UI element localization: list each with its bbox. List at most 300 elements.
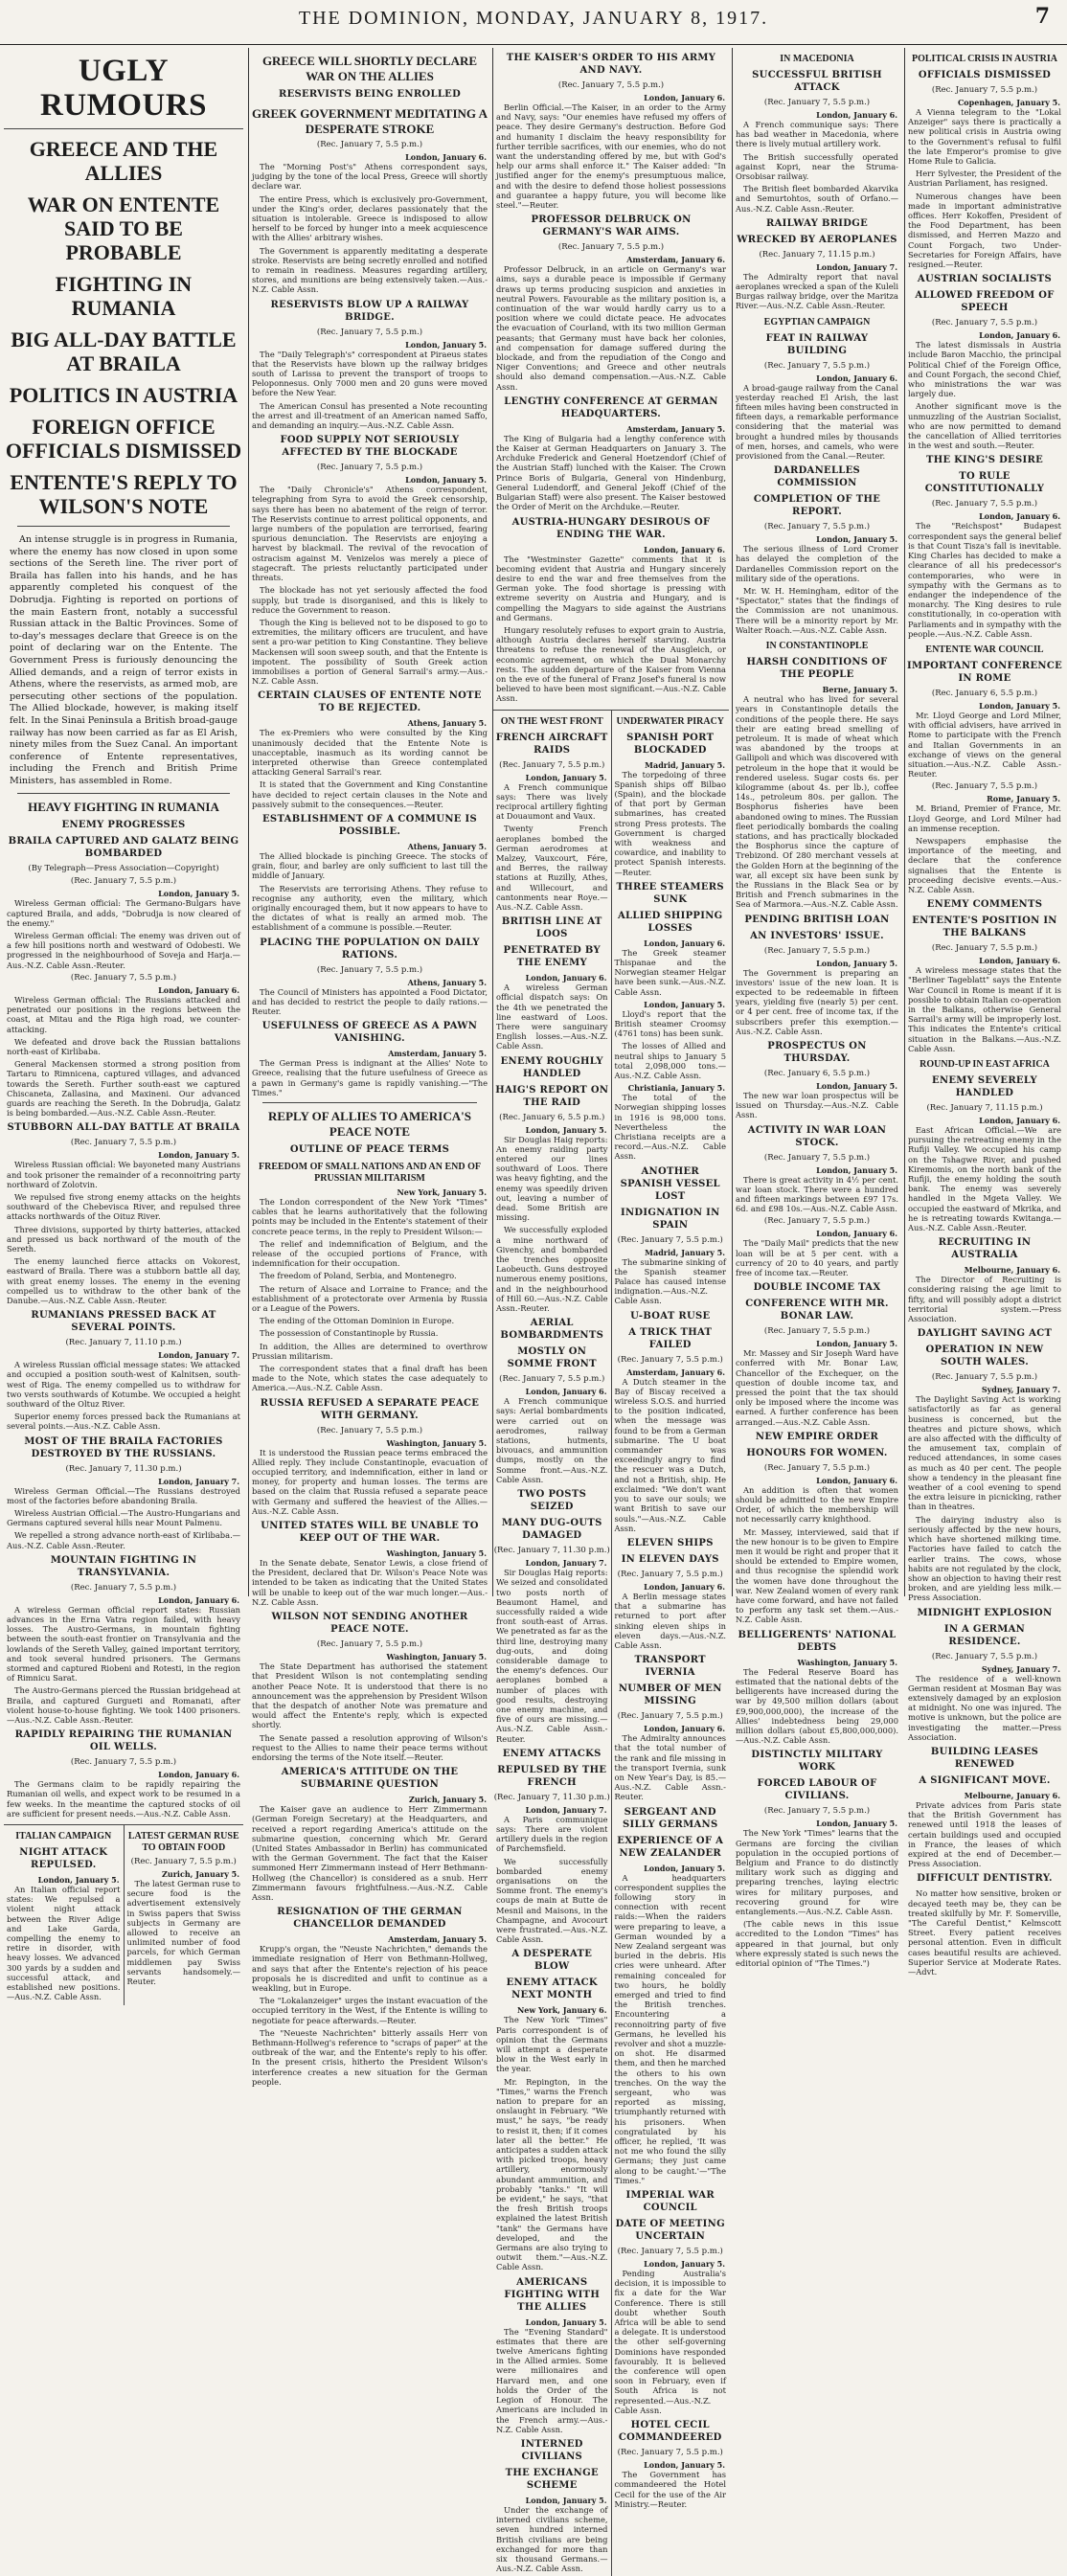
article-paragraph: Wireless Russian official: We bayoneted many Austrians and took prisoner the remainder of a reconnoitring party northward of Zolotvin. [7,1160,240,1189]
masthead-title: THE DOMINION, MONDAY, JANUARY 8, 1917. [298,8,769,29]
article-paragraph: The "Morning Post's" Athens correspondent says, judging by the tone of the local Press, Greece will shortly declare war. [252,162,488,192]
subheading: OUTLINE OF PEACE TERMS [289,1144,450,1155]
masthead [0,0,1067,45]
heading-macedonia: IN MACEDONIA [780,54,854,64]
received-line: (Rec. January 7, 5.5 p.m.) [763,522,871,532]
subheading: AMERICA'S ATTITUDE ON THE SUBMARINE QUESTION [281,1767,459,1791]
lead-summary: An intense struggle is in progress in Rumania, where the enemy has now closed in upon some sections of the Sereth line. The river port of Braila has fallen into his hands, and he has apparently completed his conquest of the Dobrudja. Fighting is reported on portions of the main Eastern front, notably a successful Russian attack in the Baltic Provinces. Some of to-day's messages declare that Greece is on the point of declaring war on the Entente. The Government Press is furiously denouncing the Allied demands, and a reign of terror exists in Athens, where the reservists, as armed mob, are persecuting other sections of the population. The Allied blockade, however, is making itself felt. In the Sinai Peninsula a British broad-gauge railway has now been carried as far as El Arish, ninety miles from the Suez Canal. An important conference of Entente representatives, including the French and British Prime Ministers, has assembled in Rome. [10,534,238,786]
article-paragraph: Lloyd's report that the British steamer Croomsy (4761 tons) has been sunk. [614,1008,726,1039]
subheading: INDIGNATION IN SPAIN [620,1207,720,1231]
subheading: NEW EMPIRE ORDER [755,1431,879,1442]
dateline: Rome, January 5. [987,794,1060,804]
dateline: Berne, January 5. [822,685,897,695]
subheading: IN A GERMAN RESIDENCE. [943,1623,1026,1647]
article-paragraph: The total of the Norwegian shipping losses in 1916 is 98,000 tons. Nevertheless the Christiana receipts are a record.—Aus.-N.Z. Cable Assn. [614,1093,726,1162]
article-paragraph: Numerous changes have been made in important administrative offices. Herr Kokoffen, President of the Food Department, has been dismissed, and Herren Mazzo and Count Forgach, two Under-Secretaries for Foreign Affairs, have resigned.—Reuter. [908,191,1061,270]
article-paragraph: It is understood the Russian peace terms embraced the Allied reply. They include Constantinople, evacuation of occupied territory, and indemnification, either in land or money, for property and human losses. The terms are based on the claim that Russia refused a separate peace with Germany and suffered the heaviest of the Allies.—Aus.-N.Z. Cable Assn. [252,1447,488,1516]
article-paragraph: Under the exchange of interned civilians scheme, seven hundred interned British civilians are being exchanged for more than six thousand Germans.—Aus.-N.Z. Cable Assn. [496,2504,608,2574]
article-paragraph: The London correspondent of the New York "Times" cables that he learns authoritatively that the following points may be included in the Entente's statement of their concrete peace terms, in the reply to President Wilson:— [252,1197,488,1236]
headline-fighting-rumania: FIGHTING IN RUMANIA [55,272,193,320]
article-paragraph: The Admiralty report that naval aeroplanes wrecked a span of the Kuleli Burgas railway bridge, over the Maritza River.—Aus.-N.Z. Cable Assn.-Reuter. [736,271,898,311]
west-front-section [493,711,611,2576]
subheading: UNITED STATES WILL BE UNABLE TO KEEP OUT OF THE WAR. [261,1521,479,1545]
subheading: OPERATION IN NEW SOUTH WALES. [925,1344,1044,1368]
subheading: COMPLETION OF THE REPORT. [753,494,881,518]
article-paragraph: The Daylight Saving Act is working satisfactorily as far as general business is concerned, but the theatres and picture shows, which are also affected with the difficulty of the amusement tax, complain of reduced attendances, in some cases as much as 40 per cent. The people show a tendency in the pleasant fine weather of a cool evening to spend the extra leisure in picnicking, rather than in theatres. [908,1394,1061,1512]
received-line: (Rec. January 7, 5.5 p.m.) [617,1569,723,1579]
article-paragraph: The Austro-Germans pierced the Russian bridgehead at Braila, and captured Gurgueti and Romanati, after violent house-to-house fighting. We took 1400 prisoners.—Aus.-N.Z. Cable Assn.-Reuter. [7,1685,240,1726]
subheading: IMPERIAL WAR COUNCIL [625,2190,715,2214]
article-paragraph: A Dutch steamer in the Bay of Biscay received a wireless S.O.S. and hurried to the position indicated, when the message was found to be from a German submarine. The U boat commander was exceedingly angry to find the rescuer was a Dutch, and not a British, ship. He exclaimed: "We don't want you to save our souls; we want British to save our souls."—Aus.-N.Z. Cable Assn. [614,1376,726,1533]
received-line: (Rec. January 7, 5.5 p.m.) [763,1806,871,1817]
article-paragraph: Mr. W. H. Hemingham, editor of the "Spectator," states that the findings of the Commission are not unanimous. There will be a minority report by Mr. Walter Roach.—Aus.-N.Z. Cable Assn. [736,586,898,635]
article-paragraph: A wireless message states that the "Berliner Tageblatt" says the Entente War Council in Rome is meant if it is possible to obtain Italian co-operation in the Balkans, otherwise General Sarrail's army will be improperly lost. This indicates the Entente's critical situation in the Balkans.—Aus.-N.Z. Cable Assn. [908,965,1061,1053]
dateline: Zurich, January 5. [162,1869,239,1880]
article-paragraph: The ex-Premiers who were consulted by the King unanimously decided that the Entente Note is unacceptable, inasmuch as its wording cannot be interpreted otherwise than Greece contemplated attacking General Sarrail's rear. [252,728,488,778]
article-paragraph: The British successfully operated against Kopri, near the Struma-Orsobisar railway. [736,151,898,182]
heading-constantinople: IN CONSTANTINOPLE [765,641,869,652]
dateline: Melbourne, January 6. [964,1265,1060,1276]
received-line: (Rec. January 7, 5.5 p.m.) [931,943,1038,954]
article-paragraph: A French communique says: There has bad weather in Macedonia, where there is lively mutual artillery work. [736,120,898,149]
article-paragraph: Three divisions, supported by thirty batteries, attacked and pressed us back northward of the mouth of the Sereth. [7,1224,240,1254]
article-paragraph: M. Briand, Premier of France, Mr. Lloyd George, and Lord Milner had an immense reception. [908,803,1061,833]
dateline: Madrid, January 5. [645,1247,725,1257]
heading-heavy-fighting: HEAVY FIGHTING IN RUMANIA [28,800,219,815]
article-paragraph: The German Press is indignant at the Allies' Note to Greece, realising that the future usefulness of Greece as a pawn in Germany's game is rapidly vanishing.—"The Times." [252,1058,488,1097]
subheading: BELLIGERENTS' NATIONAL DEBTS [738,1629,897,1653]
article-paragraph: A headquarters correspondent supplies the following story in connection with recent raids:—When the raiders were preparing to leave, a German wounded by a New Zealand sergeant was buried in the debris. His cries were unheard. After remaining concealed for two hours, he boldly emerged and tried to find the British trenches. Encountering a reconnoitring party of five Germans, he levelled his revolver and shot a muzzle-on shot. He disarmed them, and then he marched the others to his own trenches. On the way the sergeant, who was reported as missing, triumphantly returned with his prisoners. When congratulated by his officer, he replied, 'It was not me who found the silly Germans; they just came along to be caught.'—"The Times." [614,1872,726,2185]
dateline: Amsterdam, January 5. [388,1934,487,1945]
article-paragraph: The "Daily Mail" predicts that the new loan will be at 5 per cent. with a currency of 20 to 40 years, and partly free of income tax.—Reuter. [736,1238,898,1278]
received-line: (Rec. January 7, 5.5 p.m.) [316,964,423,975]
dateline: London, January 5. [816,1164,897,1175]
subheading: FEAT IN RAILWAY BUILDING [765,332,869,356]
subheading: DAYLIGHT SAVING ACT [917,1328,1053,1340]
received-line: (Rec. January 7, 5.5 p.m.) [763,945,871,956]
subheading: AMERICANS FIGHTING WITH THE ALLIES [504,2276,601,2313]
subheading: RAPIDLY REPAIRING THE RUMANIAN OIL WELLS. [14,1729,233,1753]
dateline: London, January 5. [816,958,897,968]
dateline: Sydney, January 7. [981,1385,1060,1395]
dateline: New York, January 6. [516,2005,607,2016]
subheading: PENETRATED BY THE ENEMY [503,945,601,969]
article-paragraph: A wireless German official report states: Russian advances in the Erna Vatra region failed, with heavy losses. The Austro-Germans, in mountain fighting between the south-east frontier on Transylvania and the lowlands of the Sereth Valley, gained important territory, and took several hundred prisoners. The Germans stormed and captured Riobeni and Rotesti, in the region of Rimnicu Sarat. [7,1604,240,1683]
subheading: HOTEL CECIL COMMANDEERED [618,2420,722,2444]
article-paragraph: The "Evening Standard" estimates that there are twelve Americans fighting in the Allied armies. Some were millionaires and Harvard men, and one holds the Order of the Legion of Honour. The Americans are included in the French army.—Aus.-N.Z. Cable Assn. [496,2326,608,2434]
article-paragraph: The latest German ruse to secure food is the advertisement extensively in Swiss papers that Swiss subjects in Germany are allowed to receive an unlimited number of food parcels, for which German middlemen pay Swiss servants handsomely.—Reuter. [126,1879,240,1987]
dateline: London, January 6. [158,984,239,995]
subheading: SPANISH PORT BLOCKADED [626,732,715,756]
article-paragraph: A broad-gauge railway from the Canal yesterday reached El Arish, the last fifteen miles having been constructed in fifteen days, a remarkable performance considering that the material was brought a hundred miles by thousands of men, horses, and camels, who were provisioned from the Canal.—Reuter. [736,382,898,462]
article-paragraph: Wireless Austrian Official.—The Austro-Hungarians and Germans captured several hills near Mount Palmenu. [7,1508,240,1528]
dateline: Athens, January 5. [407,977,487,987]
dateline: London, January 7. [525,1558,607,1569]
article-paragraph: Krupp's organ, the "Neuste Nachrichten," demands the immediate resignation of Herr von Bethmann-Hollweg, and says that after the Entente's rejection of his peace proposals he is discredited and unfit to continue as a weakling, but in Europe. [252,1944,488,1993]
dateline: Amsterdam, January 5. [388,1049,487,1059]
subheading: OFFICIALS DISMISSED [918,70,1052,80]
subheading: ACTIVITY IN WAR LOAN STOCK. [747,1124,887,1148]
article-paragraph: The Government has commandeered the Hotel Cecil for the use of the Air Ministry.—Reuter. [614,2470,726,2509]
subheading: INTERNED CIVILIANS [520,2438,583,2462]
dateline: London, January 6. [644,1581,725,1592]
subheading: ENEMY PROGRESSES [61,820,186,831]
headline-war-entente: WAR ON ENTENTE SAID TO BE PROBABLE [27,192,220,264]
subheading: PROSPECTUS ON THURSDAY. [767,1040,867,1064]
article-paragraph: The Germans claim to be rapidly repairing the Rumanian oil wells, and expect work to be resumed in a few weeks. In the meantime the captured stocks of oil are sufficient for present needs.—Aus.-N.Z. Cable Assn. [7,1779,240,1819]
subheading: THE KING'S DESIRE [925,455,1044,466]
subheading: RUMANIANS PRESSED BACK AT SEVERAL POINTS. [31,1310,216,1334]
article-paragraph: Though the King is believed not to be disposed to go to extremities, the military officers are truculent, and have sent a pro-war petition to King Constantine. They believe Mackensen will soon sweep south, and that the Entente is impotent. The possibility of South Greek action immobilises a portion of General Sarrail's army.—Aus.-N.Z. Cable Assn. [252,617,488,687]
subheading: U-BOAT RUSE [630,1310,711,1322]
article-paragraph: Mr. Massey and Sir Joseph Ward have conferred with Mr. Bonar Law, Chancellor of the Exchequer, on the question of double income tax, and pressed the point that the tax should only be imposed where the income was earned. A further conference has been arranged.—Aus.-N.Z. Cable Assn. [736,1348,898,1427]
dateline: London, January 6. [644,1724,725,1734]
dateline: London, January 6. [525,1387,607,1397]
article-paragraph: A wireless German official dispatch says: On the 4th we penetrated the line eastward of Loos. There were sanguinary English losses.—Aus.-N.Z. Cable Assn. [496,983,608,1051]
subheading: DIFFICULT DENTISTRY. [917,1873,1053,1885]
dateline: Athens, January 5. [407,718,487,729]
article-paragraph: Berlin Official.—The Kaiser, in an order to the Army and Navy, says: "Our enemies have refused my offers of peace. They desire Germany's destruction. Before God and humanity I disclaim the heavy responsibility for further terrible sacrifices, with our enemies, who do not want the understanding offered by me, but with God's help our arms shall enforce it." The Kaiser added: "In justified anger for the enemy's presumptuous malice, and with the desire to defend those holiest possessions and guarantee a happy future, you will become like steel."—Reuter. [496,102,726,211]
received-line: (Rec. January 7, 11.15 p.m.) [759,249,875,260]
headline-politics-austria: POLITICS IN AUSTRIA [9,383,238,407]
article-paragraph: The submarine sinking of the Spanish steamer Palace has caused intense indignation.—Aus.-N.Z. Cable Assn. [614,1256,726,1306]
headline-greece: GREECE AND THE ALLIES [29,137,218,185]
subheading: MIDNIGHT EXPLOSION [917,1607,1053,1618]
article-paragraph: Herr Sylvester, the President of the Austrian Parliament, has resigned. [908,169,1061,189]
article-paragraph: Mr. Lloyd George and Lord Milner, with official advisers, have arrived in Rome to participate with the French and Italian Governments in an exchange of views on the general situation.—Aus.-N.Z. Cable Assn.-Reuter. [908,710,1061,780]
subheading: NUMBER OF MEN MISSING [618,1683,722,1707]
article-paragraph: The Director of Recruiting is considering raising the age limit to fifty, and will possibly adopt a district territorial system.—Press Association. [908,1275,1061,1324]
dateline: London, January 7. [158,1476,239,1486]
article-paragraph: The relief and indemnification of Belgium, and the release of the occupied portions of France, with indemnification for their occupation. [252,1238,488,1269]
article-paragraph: The freedom of Poland, Serbia, and Montenegro. [260,1271,457,1281]
subheading: TRANSPORT IVERNIA [634,1655,706,1679]
dateline: London, January 5. [979,700,1060,711]
received-line: (Rec. January 7, 11.10 p.m.) [65,1338,182,1348]
article-paragraph: Superior enemy forces pressed back the Rumanians at several points.—Aus.-N.Z. Cable Assn. [7,1412,240,1432]
article-paragraph: Wireless German Official.—The Russians destroyed most of the factories before abandoning Braila. [7,1485,240,1505]
subheading: PROFESSOR DELBRUCK ON GERMANY'S WAR AIMS. [531,215,692,238]
received-line: (Rec. January 7, 5.5 p.m.) [931,85,1038,95]
heading-allies-reply: REPLY OF ALLIES TO AMERICA'S PEACE NOTE [268,1109,471,1139]
article-paragraph: The residence of a well-known German resident at Mosman Bay was extensively damaged by an explosion at midnight. No one was injured. The motive is unknown, but the police are investigating the matter.—Press Association. [908,1673,1061,1742]
received-line: (Rec. January 7, 5.5 p.m.) [316,463,423,473]
received-line: (Rec. January 7, 5.5 p.m.) [130,1857,237,1867]
article-paragraph: Another significant move is the unmuzzling of the Austrian Socialist, who are now permitted to demand the cancellation of Allied territories in the west and south.—Reuter. [908,401,1061,451]
dateline: Zurich, January 5. [409,1795,487,1805]
dateline: London, January 5. [158,1150,239,1161]
subheading: RUSSIA REFUSED A SEPARATE PEACE WITH GERMANY. [260,1397,480,1421]
article-paragraph: An addition is often that women should be admitted to the new Empire Order, of which the membership will not necessarily carry knighthood. [736,1484,898,1525]
article-paragraph: In the Senate debate, Senator Lewis, a close friend of the President, declared that Dr. Wilson's Peace Note was intended to be taken as indicating that the United States will be unable to keep out of the war much longer.—Aus.-N.Z. Cable Assn. [252,1558,488,1607]
dateline: London, January 6. [979,1116,1060,1125]
headline-wilson-note: ENTENTE'S REPLY TO WILSON'S NOTE [10,470,238,518]
subheading: ENEMY ATTACKS [502,1748,602,1759]
article-paragraph: The Council of Ministers has appointed a Food Dictator, and has decided to restrict the people to daily rations.—Reuter. [252,986,488,1016]
subheading: RECRUITING IN AUSTRALIA [938,1237,1032,1261]
german-ruse-article [124,1825,244,2004]
subheading: MANY DUG-OUTS DAMAGED [501,1518,602,1542]
article-paragraph: In addition, the Allies are determined to overthrow Prussian militarism. [252,1341,488,1361]
subheading: ESTABLISHMENT OF A COMMUNE IS POSSIBLE. [262,813,477,837]
subheading: SERGEANT AND SILLY GERMANS [622,1806,718,1830]
article-paragraph: The Government is apparently meditating a desperate stroke. Reservists are being secretly enrolled and notified to remain in readiness. Measures regarding artillery, stores, and munitions are being extensively taken.—Aus.-N.Z. Cable Assn. [252,245,488,295]
received-line: (Rec. January 7, 11.30 p.m.) [65,1463,182,1474]
article-paragraph: A Berlin message states that a submarine has returned to port after sinking eleven ships in eleven days.—Aus.-N.Z. Cable Assn. [614,1591,726,1650]
heading-west-front: ON THE WEST FRONT [500,715,603,727]
headline-foreign-office: FOREIGN OFFICE OFFICIALS DISMISSED [5,415,242,463]
dateline: London, January 6. [405,152,487,162]
subheading: ELEVEN SHIPS [626,1537,714,1548]
received-line: (Rec. January 7, 5.5 p.m.) [70,1138,177,1148]
article-paragraph: The possession of Constantinople by Russia. [260,1328,439,1339]
dateline: London, January 5. [644,2259,725,2270]
article-paragraph: The enemy launched fierce attacks on Vokorest, eastward of Braila. There was a stubborn battle all day, with great enemy losses. The enemy in the evening compelled us to withdraw to the other bank of the Danube.—Aus.-N.Z. Cable Assn.-Reuter. [7,1256,240,1305]
subheading: RESERVISTS BLOW UP A RAILWAY BRIDGE. [270,299,469,323]
subheading: A SIGNIFICANT MOVE. [919,1774,1051,1786]
dateline: London, January 7. [816,261,897,272]
subheading: WILSON NOT SENDING ANOTHER PEACE NOTE. [271,1612,468,1636]
subheading: IMPORTANT CONFERENCE IN ROME [907,660,1063,684]
dateline: London, January 5. [644,2460,725,2471]
heading-egyptian-campaign: EGYPTIAN CAMPAIGN [763,316,871,328]
dateline: London, January 5. [405,475,487,486]
received-line: (Rec. January 7, 11.15 p.m.) [926,1103,1043,1113]
dateline: London, January 6. [816,1229,897,1239]
article-paragraph: Twenty French aeroplanes bombed the German aerodromes at Malzey, Vauxcourt, Fére, and Berres, the railway stations at Ruzilly, Athes, and Willecourt, and cantonments near Roye.—Aus.-N.Z. Cable Assn. [496,824,608,912]
article-paragraph: The ending of the Ottoman Dominion in Europe. [260,1316,455,1326]
subheading: TO RULE CONSTITUTIONALLY [924,471,1045,495]
received-line: (Rec. January 7, 5.5 p.m.) [70,1757,177,1768]
subheading: DARDANELLES COMMISSION [773,465,861,489]
subheading: LENGTHY CONFERENCE AT GERMAN HEADQUARTERS. [504,395,718,419]
dateline: London, January 6. [158,1770,239,1780]
heading-entente-war-council: ENTENTE WAR COUNCIL [925,644,1044,655]
subheading: HAIG'S REPORT ON THE RAID [495,1084,609,1108]
article-paragraph: The Government is preparing an investors' issue of the new loan. It is expected to be redeemable in fifteen years, yielding five (nearly 5) per cent. or 4 per cent. free of income tax, if the subscribers prefer this exemption.—Aus.-N.Z. Cable Assn. [736,967,898,1036]
article-paragraph: The correspondent states that a final draft has been made to the Note, which states the case adequately to America.—Aus.-N.Z. Cable Assn. [252,1364,488,1393]
article-paragraph: We successfully exploded a mine northward of Givenchy, and bombarded the trenches opposite Laobeucth. Guns destroyed numerous enemy positions, and in the neighbourhood of Hill 60.—Aus.-N.Z. Cable Assn.-Reuter. [496,1225,608,1314]
subheading: CERTAIN CLAUSES OF ENTENTE NOTE TO BE REJECTED. [258,690,482,714]
dateline: Washington, January 5. [386,1652,487,1662]
article-paragraph: The latest dismissals in Austria include Baron Macchio, the principal Political Chief of the Foreign Office, and Count Forgach, the second Chief, who ministrations the war was largely due. [908,340,1061,399]
article-paragraph: The Senate passed a resolution approving of Wilson's request to the Allies to name their peace terms without endorsing the terms of the Note itself.—Reuter. [252,1732,488,1762]
received-line: (Rec. January 7, 5.5 p.m.) [70,972,177,983]
dateline: Amsterdam, January 5. [626,423,725,434]
dateline: London, January 5. [525,772,607,782]
dateline: London, January 6. [979,956,1060,966]
received-line: (Rec. January 7, 5.5 p.m.) [70,876,177,887]
article-paragraph: The King of Bulgaria had a lengthy conference with the Kaiser at German Headquarters on January 3. The Archduke Frederick and General Hoetzendorf (Chief of the Austrian Staff) lunched with the Kaiser. The Crown Prince Boris of Bulgaria, General von Hindenburg, General Ludendorff, and General Jekoff (Chief of the Bulgarian Staff) were also present. The Kaiser bestowed the Order of Merit on the Archduke.—Reuter. [496,433,726,512]
received-line: (Rec. January 6, 5.5 p.m.) [499,1112,605,1122]
dateline: London, January 6. [644,93,725,102]
received-line: (Rec. January 7, 5.5 p.m.) [499,759,605,770]
dateline: London, January 5. [816,1339,897,1349]
subheading: EXPERIENCE OF A NEW ZEALANDER [617,1835,724,1859]
article-paragraph: General Mackensen stormed a strong position from Tartaru to Rimnicena, captured villages, and advanced towards the Sereth. Further south-east we captured Chiscaneta, Zallasina, and Maxineni. Our advanced guards are reaching the Sereth. In the Dobrudja, Galatz is being bombarded.—Aus.-N.Z. Cable Assn.-Reuter. [7,1059,240,1119]
subheading: THE KAISER'S ORDER TO HIS ARMY AND NAVY. [506,53,716,76]
dateline: London, January 6. [979,330,1060,341]
article-paragraph: Newspapers emphasise the importance of the meeting, and declare that the conference signalises that the Entente is proceeding decisive events.—Aus.-N.Z. Cable Assn. [908,835,1061,894]
article-paragraph: The Reservists are terrorising Athens. They refuse to recognise any authority, even the military, which originally encouraged them, but it now appears to have to the dictates of what is really an armed mob. The establishment of a commune is possible.—Reuter. [252,883,488,933]
article-paragraph: Sir Douglas Haig reports: We seized and consolidated two posts north of Beaumont Hamel, and successfully raided a wide front south-east of Arras. We penetrated as far as the third line, destroying many dug-outs, and doing considerable damage to the enemy's defences. Our aeroplanes bombed a number of places with good results, destroying one enemy machine, and five of ours are missing.—Aus.-N.Z. Cable Assn.-Reuter. [496,1568,608,1744]
received-line: (Rec. January 7, 5.5 p.m.) [557,242,665,253]
article-paragraph: Hungary resolutely refuses to export grain to Austria, although Austria declares herself starving. Austria threatens to refuse the renewal of the Ausgleich, or economic agreement, on which the Dual Monarchy rests. The sudden departure of the Kaiser from Vienna on the eve of the funeral of Franz Josef's funeral is now believed to have been most significant.—Aus.-N.Z. Cable Assn. [496,624,726,704]
article-paragraph: We repelled a strong advance north-east of Kirlibaba.—Aus.-N.Z. Cable Assn.-Reuter. [7,1530,240,1550]
subheading: HARSH CONDITIONS OF THE PEOPLE [746,657,888,681]
dateline: London, January 6. [816,110,897,120]
article-paragraph: A neutral who has lived for several years in Constantinople details the conditions of the people there. He says their are eating bread smelling of petroleum. It is made of wheat which was abandoned by the troops at Gallipoli and which was discovered with petroleum in the hope that it would be rendered useless. Sugar costs 6s. per kilogramme (about 4s. per lb.), coffee 14s., petroleum 80s. per gallon. The Bosphorus fisheries have been abandoned owing to mines. The Russian fleet periodically bombards the coaling stations, and has practically blockaded the Bosphorus since the capture of Trebizond. Of 280 merchant vessels at the Golden Horn at the beginning of the war, all except six have been sunk by the Russians in the Black Sea or by British and French submarines in the Sea of Marmora.—Aus.-N.Z. Cable Assn. [736,694,898,910]
received-line: (Rec. January 7, 5.5 p.m.) [316,327,423,337]
heading-political-crisis: POLITICAL CRISIS IN AUSTRIA [912,54,1057,64]
dateline: London, January 5. [816,1080,897,1091]
article-paragraph: Mr. Repington, in the "Times," warns the French nation to prepare for an onslaught in February. "We must," he says, "be ready to resist it, then; if it comes later all the better." He anticipates a sudden attack with picked troops, heavy artillery, enormously abundant ammunition, and probably "tanks." "It will be evident," he says, "that the fresh British troops explained the latest British "tank" the Germans have developed, and the Germans are also trying to outwit them."—Aus.-N.Z. Cable Assn. [496,2076,608,2272]
dateline: London, January 6. [979,511,1060,522]
dateline: London, January 5. [525,2495,607,2505]
heading-east-africa: ROUND-UP IN EAST AFRICA [919,1059,1050,1070]
article-paragraph: The Kaiser gave an audience to Herr Zimmermann (German Foreign Secretary) at the Headquarters, and received a report regarding America's attitude on the submarine question, concerning which Mr. Gerard (United States Ambassador in Berlin) has communicated with the German Government. The fact that the Kaiser summoned Herr Zimmermann instead of Herr Bethmann-Hollweg (the Chancellor) is considered as a snub. Herr Zimmermann favours frightfulness.—Aus.-N.Z. Cable Assn. [252,1804,488,1902]
received-line: (Rec. January 7, 5.5 p.m.) [763,98,871,107]
subheading: WRECKED BY AEROPLANES [737,234,897,245]
divider [17,526,230,527]
received-line: (Rec. January 7, 5.5 p.m.) [931,1372,1038,1383]
article-paragraph: Private advices from Paris state that the British Government has renewed until 1918 the leases of certain buildings used and occupied in France, the leases of which expired at the end of December.—Press Association. [908,1799,1061,1869]
subheading: A DESPERATE BLOW [511,1949,593,1973]
dateline: London, January 6. [816,373,897,383]
dateline: Madrid, January 5. [645,759,725,770]
dateline: London, January 6. [158,1594,239,1605]
subheading: AUSTRIA-HUNGARY DESIROUS OF ENDING THE WAR. [511,516,711,540]
dateline: London, January 5. [816,1819,897,1829]
subheading: REPULSED BY THE FRENCH [497,1764,607,1788]
dateline: London, January 6. [644,544,725,554]
article-paragraph: The British fleet bombarded Akarvika and Semurtohtos, south of Orfano.—Aus.-N.Z. Cable Assn.-Reuter. [736,184,898,214]
received-line: (Rec. January 7, 5.5 p.m.) [931,781,1038,792]
underwater-piracy-section [611,711,730,2576]
subheading: ANOTHER SPANISH VESSEL LOST [620,1165,720,1202]
subheading: USEFULNESS OF GREECE AS A PAWN VANISHING. [261,1021,478,1045]
received-line: (Rec. January 7, 5.5 p.m.) [931,499,1038,509]
dateline: Copenhagen, January 5. [957,98,1060,107]
dateline: Athens, January 5. [407,841,487,851]
west-front-underwater-split [493,710,729,2576]
subheading: ALLOWED FREEDOM OF SPEECH [915,290,1055,314]
article-paragraph: Pending Australia's decision, it is impossible to fix a date for the War Conference. There is still doubt whether South Africa will be able to send a delegate. It is understood the other self-governing Dominions have responded favourably. It is believed the conference will open soon in February, even if South Africa is not represented.—Aus.-N.Z. Cable Assn. [614,2269,726,2415]
subheading: HONOURS FOR WOMEN. [746,1447,888,1458]
heading-italian-campaign: ITALIAN CAMPAIGN [15,1831,112,1842]
column-3 [492,48,729,2574]
advertisement-paragraph: No matter how sensitive, broken or decayed teeth may be, they can be treated skilfully by Mr. F. Somerville, "The Careful Dentist," Kelmscott Street. Every patient receives personal attention. Even in difficult cases beautiful results are achieved. Superior Service at Moderate Rates.—Advt. [908,1888,1061,1977]
article-paragraph: A Paris communique says: There are violent artillery duels in the region of Parchemsfield. [496,1814,608,1854]
received-line: (Rec. January 7, 5.5 p.m.) [617,1354,723,1365]
article-paragraph: Mr. Massey, interviewed, said that if the new honour is to be given to Empire men it would be right and proper that it should be extended to Empire women, and thus recognise the splendid work the women have done throughout the war. New Zealand women of every rank have come forward, and have not failed to perform any task set them.—Aus.-N.Z. Cable Assn. [736,1526,898,1625]
article-paragraph: The "Neueste Nachrichten" bitterly assails Herr von Bethmann-Hollweg's reference to "scraps of paper" at the outbreak of the war, and the Entente's reply to his offer. In the present crisis, hitherto the President Wilson's interference creates a new situation for the German people. [252,2027,488,2087]
dateline: Sydney, January 7. [981,1663,1060,1674]
heading-greek-government: GREEK GOVERNMENT MEDITATING A DESPERATE STROKE [252,106,488,136]
subheading: RESIGNATION OF THE GERMAN CHANCELLOR DEMANDED [277,1907,463,1931]
dateline: London, January 5. [158,889,239,899]
dateline: Amsterdam, January 6. [626,255,725,265]
dateline: Christiania, January 5. [627,1083,725,1094]
column-5 [904,48,1064,1977]
subheading: MOUNTAIN FIGHTING IN TRANSYLVANIA. [50,1554,197,1578]
article-paragraph: The New York "Times" learns that the Germans are forcing the civilian population in the occupied portions of Belgium and France to do distinctly military work such as digging and preparing trenches, laying electric wires for military purposes, and recovering ground for wire entanglements.—Aus.-N.Z. Cable Assn. [736,1828,898,1916]
article-paragraph: The Greek steamer Thispanae and the Norwegian steamer Helgar have been sunk.—Aus.-N.Z. Cable Assn. [614,947,726,997]
dateline: London, January 5. [644,1863,725,1873]
article-paragraph: The entire Press, which is exclusively pro-Government, under the King's order, declares passionately that the situation is intolerable. Greece is indisposed to allow herself to be forced by hunger into a meek acquiescence with the Allies' arbitrary wishes. [252,193,488,243]
article-paragraph: We repulsed five strong enemy attacks on the heights southward of the Chebevisca River, and repulsed three attacks northwards of the Oituz River. [7,1191,240,1222]
subheading: MOST OF THE BRAILA FACTORIES DESTROYED BY THE RUSSIANS. [24,1435,223,1459]
subheading: FRENCH AIRCRAFT RAIDS [495,732,608,756]
received-line: (Rec. January 7, 5.5 p.m.) [763,1326,871,1337]
received-line: (Rec. January 7, 5.5 p.m.) [763,360,871,371]
received-line: (Rec. January 7, 5.5 p.m.) [931,1651,1038,1661]
subheading: RAILWAY BRIDGE [765,217,869,229]
subheading: ENEMY ROUGHLY HANDLED [500,1055,603,1079]
received-line: (Rec. January 7, 11.30 p.m.) [493,1546,610,1556]
article-paragraph: The Federal Reserve Board has estimated that the national debts of the belligerents have increased during the war by 49,500 million dollars (about £9,900,000,000), the increase of the Allies' indebtedness being 29,000 million dollars (about £5,800,000,000).—Aus.-N.Z. Cable Assn. [736,1666,898,1746]
article-paragraph: Sir Douglas Haig reports: An enemy raiding party entered our lines southward of Loos. There was heavy fighting, and the enemy was speedily driven out, leaving a number of dead. Some British are missing. [496,1134,608,1223]
article-paragraph: The losses of Allied and neutral ships to January 5 total 2,098,000 tons.—Aus.-N.Z. Cable Assn. [614,1041,726,1081]
bottom-split [4,1824,243,2004]
subheading: CONFERENCE WITH MR. BONAR LAW. [745,1299,889,1322]
article-paragraph: A wireless Russian official message states: We attacked and occupied a position south-west of Kalnitsen, south-west of Riga. The enemy compelled us to withdraw for two versts southwards of Kotumbe. We occupied a height southward of the Oltuz River. [7,1360,240,1409]
article-paragraph: The "Daily Chronicle's" Athens correspondent, telegraphing from Syra to avoid the Greek censorship, says there has been no abatement of the reign of terror. The Reservists continue to arrest political opponents, and large numbers of the population are terrorised, fearing spurious denunciation. The Reservists are enjoying a harvest by blackmail. The revival of the revocation of ostracism against M. Venizelos was merely a piece of stagecraft. The priests reluctantly participated under threats. [252,485,488,583]
article-paragraph: The "Reichspost" Budapest correspondent says the general belief is that Count Tisza's fall is inevitable. King Charles has decided to make a clearance of all his predecessor's contemporaries, who were in sympathy with the Germans as to endanger the independence of the monarchy. The King desires to rule constitutionally, in co-operation with Parliaments and in sympathy with the people.—Aus.-N.Z. Cable Assn. [908,521,1061,639]
received-line: (Rec. January 7, 5.5 p.m.) [617,2448,723,2458]
dateline: London, January 5. [405,339,487,350]
italian-campaign-article [4,1825,124,2004]
heading-freedom: FREEDOM OF SMALL NATIONS AND AN END OF PRUSSIAN MILITARISM [259,1162,481,1184]
article-paragraph: The serious illness of Lord Cromer has delayed the completion of the Dardanelles Commission report on the military side of the operations. [736,544,898,583]
article-paragraph: The Allied blockade is pinching Greece. The stocks of grain, flour, and barley are only sufficient to last till the middle of January. [252,850,488,881]
subheading: AERIAL BOMBARDMENTS [500,1318,604,1342]
times-note: (The cable news in this issue accredited to the London "Times" has appeared in that journal, but only where expressly stated is such news the editorial opinion of "The Times.") [736,1919,898,1968]
article-paragraph: We successfully bombarded enemy organisations on the Somme front. The enemy's coups de main at Butte de Mesnil and Maisons, in the Champagne, and Avocourt were frustrated.—Aus.-N.Z. Cable Assn. [496,1856,608,1945]
received-line: (Rec. January 7, 5.5 p.m.) [617,1711,723,1722]
subheading: DATE OF MEETING UNCERTAIN [615,2219,725,2243]
received-line: (Rec. January 7, 5.5 p.m.) [316,1425,423,1435]
received-line: (Rec. January 7, 5.5 p.m.) [931,318,1038,328]
subheading: A TRICK THAT FAILED [628,1326,713,1350]
received-line: (Rec. January 6, 5.5 p.m.) [763,1068,871,1078]
received-line: (Rec. January 6, 5.5 p.m.) [931,688,1038,698]
article-paragraph: The American Consul has presented a Note recounting the arrest and ill-treatment of an American named Saffo, and demanding an inquiry.—Aus.-N.Z. Cable Assn. [252,400,488,431]
subheading: IN ELEVEN DAYS [621,1553,719,1565]
article-paragraph: A French communique says: There was lively reciprocal artillery fighting at Douaumont and Vaux. [496,781,608,822]
subheading: STUBBORN ALL-DAY BATTLE AT BRAILA [7,1122,240,1134]
received-line: (Rec. January 7, 5.5 p.m.) [763,1462,871,1473]
dateline: London, January 5. [525,2316,607,2327]
received-line: (Rec. January 7, 5.5 p.m.) [557,80,665,90]
column-4 [732,48,901,1968]
subheading: THREE STEAMERS SUNK [616,881,724,905]
article-paragraph: The "Westminster Gazette" comments that it is becoming evident that Austria and Hungary sincerely desire to end the war and free themselves from the German yoke. The food shortage is pressing with extreme severity on Austria and Hungary, and is compelling the Magyars to side against the Austrians and Germans. [496,554,726,622]
article-paragraph: A French communique says: Aerial bombardments were carried out on aerodromes, railway stations, hutments, bivouacs, and ammunition dumps, mostly on the Somme front.—Aus.-N.Z. Cable Assn. [496,1396,608,1484]
subheading: DISTINCTLY MILITARY WORK [751,1750,883,1774]
subheading: AUSTRIAN SOCIALISTS [917,274,1053,285]
subheading: THE EXCHANGE SCHEME [505,2467,599,2491]
dateline: London, January 7. [525,1804,607,1815]
divider [17,793,230,794]
article-paragraph: The New York "Times" Paris correspondent is of opinion that the Germans will attempt a desperate blow in the West early in the year. [496,2015,608,2074]
article-paragraph: The blockade has not yet seriously affected the food supply, but trade is disorganised, and this is likely to reduce the Government to reason. [252,585,488,615]
heading-underwater-piracy: UNDERWATER PIRACY [616,715,725,727]
page-number: 7 [1034,4,1050,29]
article-paragraph: Wireless German official: The Russians attacked and penetrated our positions in the regions between the coast, at Mitau and the Riga high road, we counter-attacking. [7,994,240,1034]
article-paragraph: A Vienna telegram to the "Lokal Anzeiger" says there is practically a new political crisis in Austria owing to the Government's refusal to fulfil the late Emperor's promise to give Home Rule to Galicia. [908,107,1061,167]
subheading: ENEMY COMMENTS [926,899,1043,911]
